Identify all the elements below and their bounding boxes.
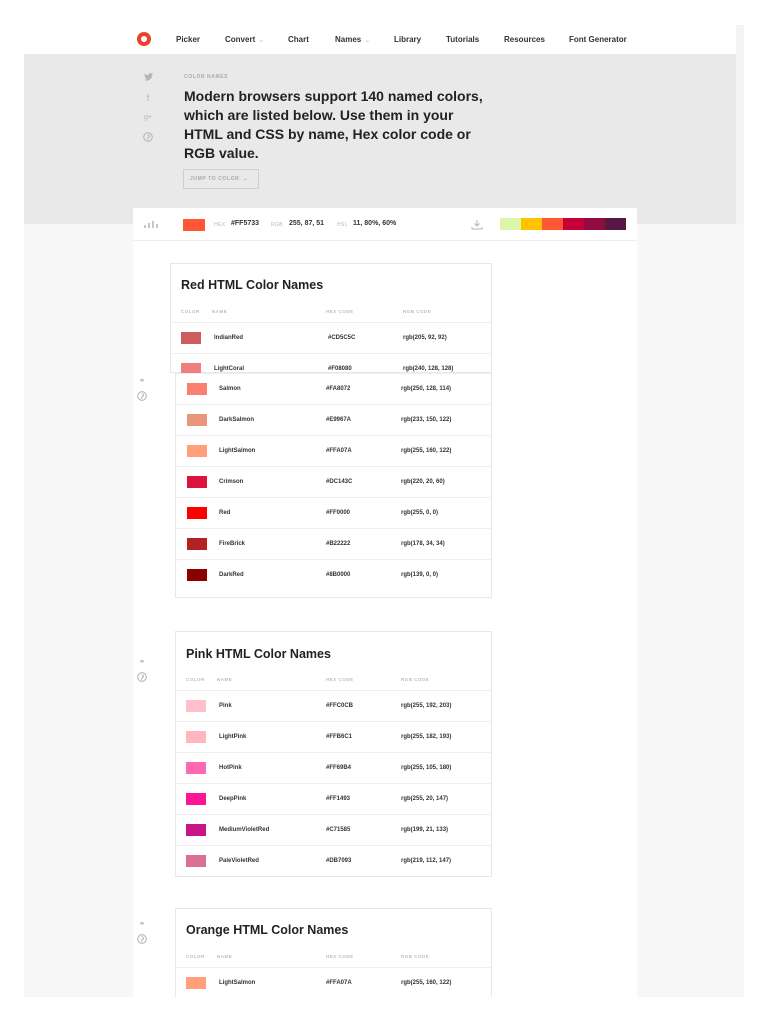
color-name: Pink: [219, 703, 232, 709]
color-swatch[interactable]: [186, 731, 206, 743]
page-title: Modern browsers support 140 named colors, which are listed below. Use them in your HTML and CSS by name, Hex color code or RGB value.: [184, 88, 483, 161]
rgb-code: rgb(250, 128, 114): [401, 386, 452, 392]
twitter-icon[interactable]: [142, 72, 154, 84]
link-icon[interactable]: ⚭: [138, 376, 146, 385]
rgb-code: rgb(255, 105, 180): [401, 765, 452, 771]
color-palette: [500, 218, 626, 230]
rgb-code: rgb(255, 182, 193): [401, 734, 452, 740]
rgb-code: rgb(255, 160, 122): [401, 448, 452, 454]
color-name: Salmon: [219, 386, 241, 392]
rgb-code: rgb(255, 160, 122): [401, 980, 452, 986]
pink-section-title: Pink HTML Color Names: [186, 647, 331, 661]
nav-picker[interactable]: Picker: [176, 35, 201, 44]
table-row[interactable]: [176, 528, 491, 559]
color-name: MediumVioletRed: [219, 827, 270, 833]
rgb-code: rgb(255, 192, 203): [401, 703, 452, 709]
table-row[interactable]: [176, 814, 491, 845]
palette-ticks: [500, 232, 626, 236]
color-name: LightSalmon: [219, 448, 256, 454]
nav-font-generator[interactable]: Font Generator: [569, 35, 627, 44]
palette-tick-mark: ·: [531, 232, 532, 236]
palette-tick-mark: ·: [510, 232, 511, 236]
col-header-name: NAME: [217, 677, 233, 682]
hex-code: #E9967A: [326, 417, 352, 423]
color-name: HotPink: [219, 765, 242, 771]
facebook-icon[interactable]: f: [146, 93, 150, 103]
col-header-hex: HEX CODE: [326, 309, 354, 314]
col-header-hex: HEX CODE: [326, 954, 354, 959]
pink-colors-card: [175, 631, 492, 877]
table-row[interactable]: [176, 373, 491, 404]
color-swatch[interactable]: [187, 383, 207, 395]
table-row[interactable]: [176, 435, 491, 466]
palette-swatch[interactable]: [521, 218, 542, 230]
table-row[interactable]: [176, 559, 491, 590]
hex-code: #8B0000: [326, 572, 351, 578]
table-row[interactable]: [176, 690, 491, 721]
rgb-code: rgb(255, 20, 147): [401, 796, 449, 802]
hex-code: #FF1493: [326, 796, 351, 802]
col-header-name: NAME: [217, 954, 233, 959]
color-name: LightPink: [219, 734, 247, 740]
table-row[interactable]: [176, 967, 491, 997]
col-header-color: COLOR: [186, 954, 205, 959]
col-header-rgb: RGB CODE: [401, 677, 430, 682]
social-share-bar: [142, 72, 154, 152]
google-plus-icon[interactable]: g+: [144, 114, 152, 121]
color-swatch[interactable]: [187, 569, 207, 581]
rgb-value: 255, 87, 51: [289, 220, 325, 227]
current-color-swatch[interactable]: [183, 219, 205, 231]
rgb-code: rgb(139, 0, 0): [401, 572, 439, 578]
color-name: Red: [219, 510, 231, 516]
table-row[interactable]: [176, 845, 491, 876]
rgb-code: rgb(219, 112, 147): [401, 858, 452, 864]
hsl-value: 11, 80%, 60%: [353, 220, 397, 227]
hex-code: #F08080: [328, 366, 352, 372]
hex-code: #FF0000: [326, 510, 351, 516]
nav-tutorials[interactable]: Tutorials: [446, 35, 480, 44]
col-header-color: COLOR: [181, 309, 200, 314]
table-row[interactable]: [171, 322, 491, 353]
color-name: IndianRed: [214, 335, 244, 341]
chevron-down-icon: ⌄: [364, 37, 371, 44]
color-name: FireBrick: [219, 541, 246, 547]
hex-code: #DC143C: [326, 479, 353, 485]
color-swatch[interactable]: [186, 977, 206, 989]
hex-code: #FF69B4: [326, 765, 352, 771]
hex-code: #FFA07A: [326, 980, 352, 986]
palette-swatch[interactable]: [584, 218, 605, 230]
table-row[interactable]: [176, 783, 491, 814]
palette-tick-mark: ·: [594, 232, 595, 236]
hex-code: #FFA07A: [326, 448, 352, 454]
top-navigation: [24, 25, 736, 54]
download-icon[interactable]: [471, 220, 483, 230]
color-swatch[interactable]: [181, 332, 201, 344]
chevron-down-icon: ⌄: [243, 176, 249, 182]
table-row[interactable]: [176, 752, 491, 783]
site-logo-icon[interactable]: [137, 32, 151, 46]
color-name: LightSalmon: [219, 980, 256, 986]
color-name: Crimson: [219, 479, 244, 485]
color-name: DeepPink: [219, 796, 247, 802]
pinterest-icon[interactable]: [137, 391, 147, 403]
rgb-label: RGB: [271, 222, 284, 228]
hex-code: #FA8072: [326, 386, 351, 392]
hex-code: #DB7093: [326, 858, 352, 864]
color-swatch[interactable]: [186, 762, 206, 774]
color-swatch[interactable]: [186, 824, 206, 836]
color-info-bar: [133, 208, 637, 241]
color-swatch[interactable]: [186, 700, 206, 712]
color-name: LightCoral: [214, 366, 244, 372]
nav-names[interactable]: Names ⌄: [335, 35, 371, 44]
col-header-hex: HEX CODE: [326, 677, 354, 682]
pinterest-icon[interactable]: [137, 934, 147, 946]
hero-section: [24, 54, 736, 224]
table-row[interactable]: [176, 497, 491, 528]
bar-chart-icon[interactable]: [144, 220, 158, 228]
link-icon[interactable]: ⚭: [138, 919, 146, 928]
palette-tick-mark: ·: [615, 232, 616, 236]
rgb-code: rgb(178, 34, 34): [401, 541, 445, 547]
link-icon[interactable]: ⚭: [138, 657, 146, 666]
color-swatch[interactable]: [186, 793, 206, 805]
palette-tick-mark: ·: [573, 232, 574, 236]
palette-swatch[interactable]: [500, 218, 521, 230]
color-name: DarkRed: [219, 572, 244, 578]
hex-code: #B22222: [326, 541, 351, 547]
col-header-rgb: RGB CODE: [403, 309, 432, 314]
hex-code: #C71585: [326, 827, 351, 833]
hex-value: #FF5733: [231, 220, 260, 227]
table-row[interactable]: [176, 721, 491, 752]
chevron-down-icon: ⌄: [258, 37, 265, 44]
hex-code: #CD5C5C: [328, 335, 356, 341]
pinterest-icon[interactable]: [137, 672, 147, 684]
color-swatch[interactable]: [187, 476, 207, 488]
rgb-code: rgb(220, 20, 60): [401, 479, 445, 485]
rgb-code: rgb(199, 21, 133): [401, 827, 449, 833]
table-row[interactable]: [176, 466, 491, 497]
palette-tick-mark: ·: [552, 232, 553, 236]
color-name: PaleVioletRed: [219, 858, 259, 864]
section-kicker: COLOR NAMES: [184, 74, 229, 80]
pinterest-icon[interactable]: [142, 132, 154, 144]
rgb-code: rgb(205, 92, 92): [403, 335, 447, 341]
table-row[interactable]: [176, 404, 491, 435]
nav-convert[interactable]: Convert ⌄: [225, 35, 265, 44]
col-header-name: NAME: [212, 309, 228, 314]
red-colors-card: [170, 263, 492, 373]
hsl-label: HSL: [337, 222, 348, 228]
hex-label: HEX: [214, 222, 226, 228]
color-swatch[interactable]: [186, 855, 206, 867]
color-swatch[interactable]: [187, 507, 207, 519]
red-colors-card-continued: [175, 373, 492, 598]
nav-library[interactable]: Library: [394, 35, 422, 44]
rgb-code: rgb(240, 128, 128): [403, 366, 454, 372]
browser-viewport: [24, 25, 744, 997]
color-name: DarkSalmon: [219, 417, 255, 423]
col-header-color: COLOR: [186, 677, 205, 682]
main-content: [133, 241, 637, 997]
palette-swatch[interactable]: [563, 218, 584, 230]
hex-code: #FFB6C1: [326, 734, 353, 740]
nav-resources[interactable]: Resources: [504, 35, 545, 44]
red-section-title: Red HTML Color Names: [181, 278, 324, 292]
palette-swatch[interactable]: [542, 218, 563, 230]
rgb-code: rgb(255, 0, 0): [401, 510, 439, 516]
jump-to-color-dropdown[interactable]: JUMP TO COLOR ⌄: [183, 169, 259, 189]
hex-code: #FFC0CB: [326, 703, 354, 709]
color-swatch[interactable]: [187, 414, 207, 426]
orange-section-title: Orange HTML Color Names: [186, 923, 349, 937]
nav-chart[interactable]: Chart: [288, 35, 309, 44]
col-header-rgb: RGB CODE: [401, 954, 430, 959]
color-swatch[interactable]: [187, 538, 207, 550]
orange-colors-card: [175, 908, 492, 997]
rgb-code: rgb(233, 150, 122): [401, 417, 452, 423]
palette-swatch[interactable]: [605, 218, 626, 230]
color-swatch[interactable]: [187, 445, 207, 457]
